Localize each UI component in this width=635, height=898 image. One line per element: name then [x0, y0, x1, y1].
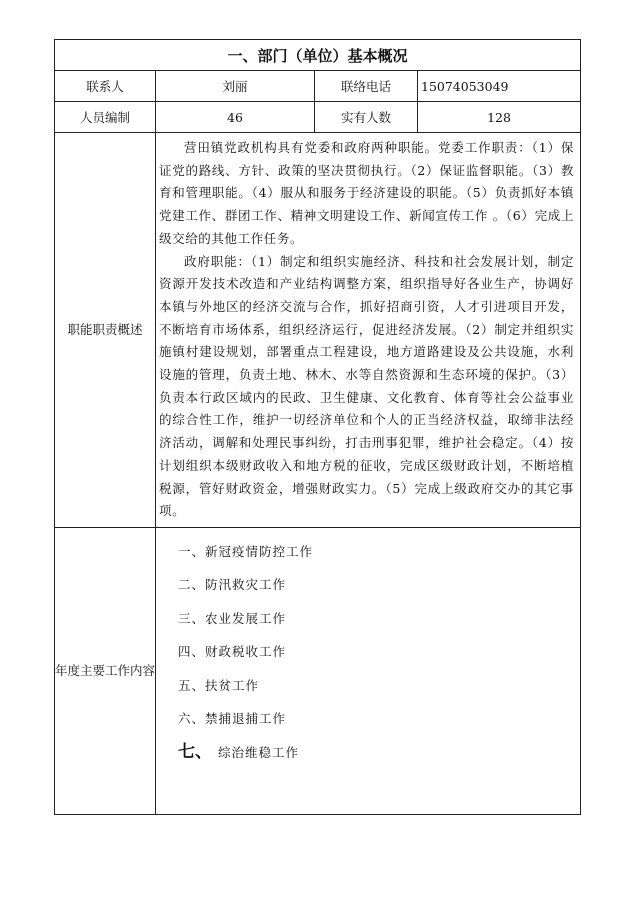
basic-info-table [54, 39, 581, 815]
work-item-number: 七、 [178, 742, 212, 763]
annual-work-label: 年度主要工作内容 [55, 528, 156, 815]
work-item-text: 扶贫工作 [205, 677, 260, 693]
work-item-text: 综治维稳工作 [218, 745, 300, 761]
work-item-number: 四、 [178, 644, 206, 660]
work-item-text: 禁捕退捕工作 [205, 710, 287, 726]
work-item-text: 财政税收工作 [205, 644, 287, 660]
work-item-text: 农业发展工作 [205, 610, 287, 626]
contact-value: 刘丽 [156, 71, 315, 102]
work-item [178, 740, 580, 773]
work-item-text: 新冠疫情防控工作 [205, 544, 314, 559]
phone-label: 联络电话 [315, 71, 418, 102]
work-item [178, 607, 580, 640]
work-item [178, 573, 580, 606]
duties-text [156, 133, 581, 528]
duties-label: 职能职责概述 [55, 133, 156, 528]
staff-label: 人员编制 [55, 102, 156, 133]
contact-row [55, 71, 581, 102]
actual-staff-value: 128 [418, 102, 581, 133]
phone-value: 15074053049 [418, 71, 581, 102]
actual-staff-label: 实有人数 [315, 102, 418, 133]
section-title: 一、部门（单位）基本概况 [55, 40, 581, 71]
annual-work-content [156, 528, 581, 815]
work-item [178, 674, 580, 707]
staff-row [55, 102, 581, 133]
duties-row [55, 133, 581, 528]
work-item [178, 540, 580, 573]
work-item-number: 一、 [178, 544, 206, 559]
party-duties-paragraph: 营田镇党政机构具有党委和政府两种职能。党委工作职责：（1）保证党的路线、方针、政策的坚决贯彻执行。（2）保证监督职能。（3）教育和管理职能。（4）服从和服务于经济建设的职能。（5）负责抓好本镇党建工作、群团工作、精神文明建设工作、新闻宣传工作 。（6）完成上级交给的其他工作任务。 [159, 140, 575, 246]
work-item-number: 三、 [178, 610, 206, 626]
work-item-number: 六、 [178, 710, 206, 726]
work-item-text: 防汛救灾工作 [205, 577, 287, 593]
work-item-number: 二、 [178, 577, 206, 593]
government-duties-paragraph: 政府职能：（1）制定和组织实施经济、科技和社会发展计划，制定资源开发技术改造和产业结构调整方案，组织指导好各业生产，协调好本镇与外地区的经济交流与合作，抓好招商引资，人才引进项目开发，不断培育市场体系，组织经济运行，促进经济发展。（2）制定并组织实施镇村建设规划，部署重点工程建设，地方道路建设及公共设施，水利设施的管理，负责土地、林木、水等自然资源和生态环境的保护。（3）负责本行政区域内的民政、卫生健康、文化教育、体育等社会公益事业的综合性工作，维护一切经济单位和个人的正当经济权益，取缔非法经济活动，调解和处理民事纠纷，打击刑事犯罪，维护社会稳定。（4）按计划组织本级财政收入和地方税的征收，完成区级财政计划，不断培植税源，管好财政资金，增强财政实力。（5）完成上级政府交办的其它事项。 [159, 253, 575, 519]
staff-value: 46 [156, 102, 315, 133]
work-item [178, 640, 580, 673]
annual-work-row [55, 528, 581, 815]
annual-work-list [156, 528, 580, 774]
work-item [178, 707, 580, 740]
work-item-number: 五、 [178, 677, 206, 693]
contact-label: 联系人 [55, 71, 156, 102]
